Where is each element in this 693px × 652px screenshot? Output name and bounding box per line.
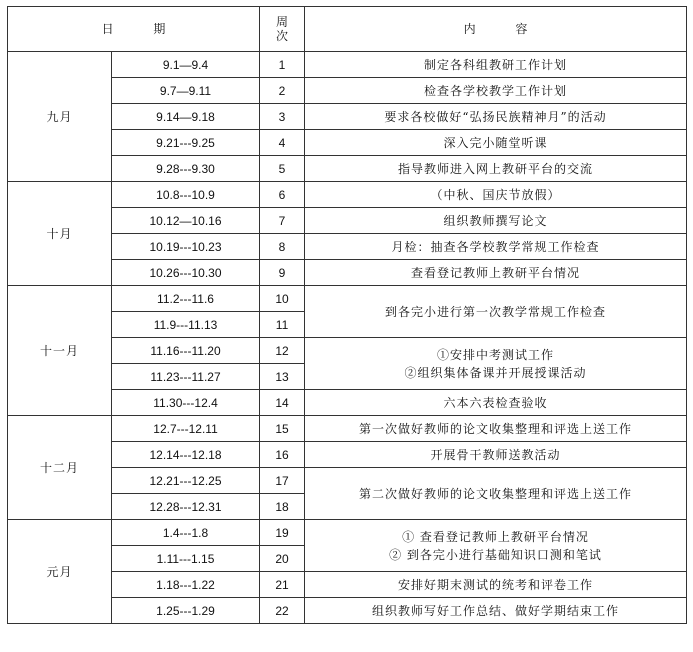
- content-cell: 安排好期末测试的统考和评卷工作: [305, 572, 687, 598]
- date-cell: 10.19---10.23: [112, 234, 260, 260]
- content-cell: 查看登记教师上教研平台情况: [305, 260, 687, 286]
- content-cell: 第一次做好教师的论文收集整理和评选上送工作: [305, 416, 687, 442]
- content-cell: 组织教师写好工作总结、做好学期结束工作: [305, 598, 687, 624]
- week-cell: 2: [260, 78, 305, 104]
- content-cell: 要求各校做好“弘扬民族精神月”的活动: [305, 104, 687, 130]
- week-cell: 7: [260, 208, 305, 234]
- week-cell: 10: [260, 286, 305, 312]
- date-cell: 12.21---12.25: [112, 468, 260, 494]
- week-cell: 15: [260, 416, 305, 442]
- month-october: 十月: [8, 182, 112, 286]
- week-cell: 9: [260, 260, 305, 286]
- month-september: 九月: [8, 52, 112, 182]
- week-cell: 18: [260, 494, 305, 520]
- content-cell: 组织教师撰写论文: [305, 208, 687, 234]
- week-cell: 14: [260, 390, 305, 416]
- date-cell: 11.16---11.20: [112, 338, 260, 364]
- week-cell: 1: [260, 52, 305, 78]
- date-cell: 9.14—9.18: [112, 104, 260, 130]
- header-date: 日 期: [8, 7, 260, 52]
- content-cell: 检查各学校教学工作计划: [305, 78, 687, 104]
- date-cell: 1.4---1.8: [112, 520, 260, 546]
- header-row: [8, 7, 687, 52]
- content-cell: 六本六表检查验收: [305, 390, 687, 416]
- week-cell: 5: [260, 156, 305, 182]
- date-cell: 1.18---1.22: [112, 572, 260, 598]
- schedule-table: [7, 6, 687, 624]
- week-cell: 4: [260, 130, 305, 156]
- date-cell: 9.7—9.11: [112, 78, 260, 104]
- week-cell: 20: [260, 546, 305, 572]
- date-cell: 12.14---12.18: [112, 442, 260, 468]
- week-cell: 13: [260, 364, 305, 390]
- header-week: 周 次: [260, 7, 305, 52]
- date-cell: 1.11---1.15: [112, 546, 260, 572]
- content-cell: 制定各科组教研工作计划: [305, 52, 687, 78]
- week-cell: 16: [260, 442, 305, 468]
- month-january: 元月: [8, 520, 112, 624]
- date-cell: 10.26---10.30: [112, 260, 260, 286]
- date-cell: 12.28---12.31: [112, 494, 260, 520]
- date-cell: 9.1—9.4: [112, 52, 260, 78]
- date-cell: 10.12—10.16: [112, 208, 260, 234]
- table-row: [8, 520, 687, 546]
- week-cell: 6: [260, 182, 305, 208]
- date-cell: 9.28---9.30: [112, 156, 260, 182]
- date-cell: 9.21---9.25: [112, 130, 260, 156]
- date-cell: 12.7---12.11: [112, 416, 260, 442]
- content-cell: （中秋、国庆节放假）: [305, 182, 687, 208]
- week-cell: 19: [260, 520, 305, 546]
- week-cell: 22: [260, 598, 305, 624]
- week-cell: 3: [260, 104, 305, 130]
- date-cell: 1.25---1.29: [112, 598, 260, 624]
- table-row: [8, 416, 687, 442]
- week-cell: 11: [260, 312, 305, 338]
- table-row: [8, 182, 687, 208]
- content-cell-merged: [305, 338, 687, 390]
- week-cell: 8: [260, 234, 305, 260]
- week-cell: 12: [260, 338, 305, 364]
- content-cell-merged: [305, 520, 687, 572]
- table-row: [8, 286, 687, 312]
- content-line: ① 查看登记教师上教研平台情况: [402, 529, 589, 544]
- week-cell: 21: [260, 572, 305, 598]
- schedule-sheet: [7, 6, 686, 646]
- content-line: ②组织集体备课并开展授课活动: [404, 365, 587, 380]
- header-content: 内 容: [305, 7, 687, 52]
- date-cell: 11.9---11.13: [112, 312, 260, 338]
- date-cell: 10.8---10.9: [112, 182, 260, 208]
- content-cell: 开展骨干教师送教活动: [305, 442, 687, 468]
- week-cell: 17: [260, 468, 305, 494]
- content-cell: 月检：抽查各学校教学常规工作检查: [305, 234, 687, 260]
- content-cell: 指导教师进入网上教研平台的交流: [305, 156, 687, 182]
- month-november: 十一月: [8, 286, 112, 416]
- date-cell: 11.2---11.6: [112, 286, 260, 312]
- month-december: 十二月: [8, 416, 112, 520]
- table-row: [8, 52, 687, 78]
- content-line: ①安排中考测试工作: [437, 347, 555, 362]
- content-cell: 深入完小随堂听课: [305, 130, 687, 156]
- content-cell-merged: 到各完小进行第一次教学常规工作检查: [305, 286, 687, 338]
- content-cell-merged: 第二次做好教师的论文收集整理和评选上送工作: [305, 468, 687, 520]
- date-cell: 11.30---12.4: [112, 390, 260, 416]
- date-cell: 11.23---11.27: [112, 364, 260, 390]
- content-line: ② 到各完小进行基础知识口测和笔试: [389, 547, 602, 562]
